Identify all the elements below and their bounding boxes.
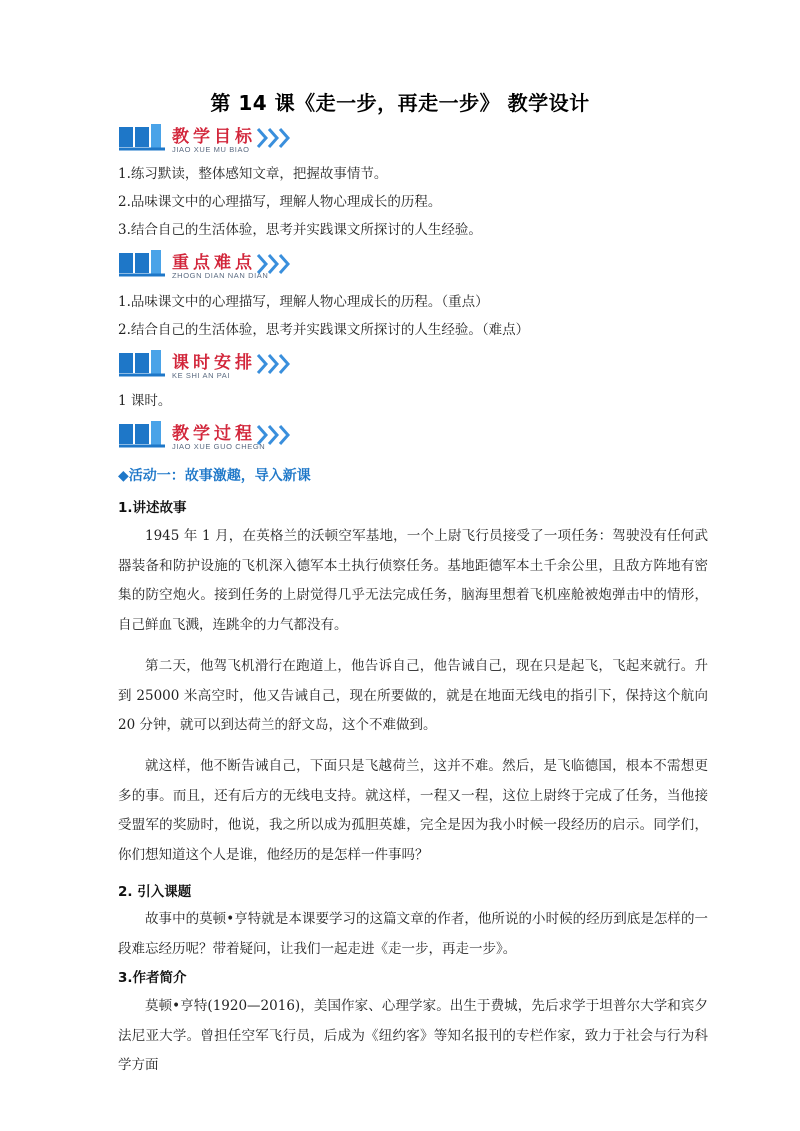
key-point-item: 2.结合自己的生活体验，思考并实践课文所探讨的人生经验。（难点） bbox=[118, 322, 530, 338]
book-icon bbox=[118, 349, 166, 379]
paragraph: 莫顿•亨特(1920—2016)，美国作家、心理学家。出生于费城，先后求学于坦普尔大学和宾夕法尼亚大学。曾担任空军飞行员，后成为《纽约客》等知名报刊的专栏作家，致力于社会与行为科学方面 bbox=[118, 998, 708, 1073]
objective-item: 2.品味课文中的心理描写，理解人物心理成长的历程。 bbox=[118, 194, 442, 210]
page-title: 第 14 课《走一步，再走一步》 教学设计 bbox=[210, 91, 590, 115]
subheading: 2. 引入课题 bbox=[118, 884, 192, 900]
section-heading-process bbox=[118, 418, 418, 458]
section-heading-objectives bbox=[118, 121, 418, 161]
section-title: 课时安排 bbox=[172, 353, 256, 373]
section-pinyin: KE SHI AN PAI bbox=[172, 371, 231, 380]
schedule-text: 1 课时。 bbox=[118, 393, 172, 409]
section-heading-key-points bbox=[118, 247, 418, 287]
chevrons-right-icon bbox=[256, 253, 292, 275]
activity-heading: ◆活动一：故事激趣，导入新课 bbox=[118, 468, 311, 484]
chevrons-right-icon bbox=[256, 127, 292, 149]
chevrons-right-icon bbox=[256, 353, 292, 375]
subheading: 1.讲述故事 bbox=[118, 500, 187, 516]
subheading: 3.作者简介 bbox=[118, 970, 187, 986]
section-pinyin: JIAO XUE GUO CHEGN bbox=[172, 442, 266, 451]
key-point-item: 1.品味课文中的心理描写，理解人物心理成长的历程。（重点） bbox=[118, 294, 489, 310]
section-title: 教学过程 bbox=[172, 424, 256, 444]
objective-item: 1.练习默读，整体感知文章，把握故事情节。 bbox=[118, 166, 388, 182]
book-icon bbox=[118, 249, 166, 279]
paragraph: 1945 年 1 月，在英格兰的沃顿空军基地，一个上尉飞行员接受了一项任务：驾驶没有任何武器装备和防护设施的飞机深入德军本土执行侦察任务。基地距德军本土千余公里，且敌方阵地有密集的防空炮火。接到任务的上尉觉得几乎无法完成任务，脑海里想着飞机座舱被炮弹击中的情形，自己鲜血飞溅，连跳伞的力气都没有。 bbox=[118, 528, 708, 633]
paragraph: 就这样，他不断告诫自己，下面只是飞越荷兰，这并不难。然后，是飞临德国，根本不需想更多的事。而且，还有后方的无线电支持。就这样，一程又一程，这位上尉终于完成了任务，当他接受盟军的奖励时，他说，我之所以成为孤胆英雄，完全是因为我小时候一段经历的启示。同学们，你们想知道这个人是谁，他经历的是怎样一件事吗？ bbox=[118, 758, 708, 863]
paragraph: 第二天，他驾飞机滑行在跑道上，他告诉自己，他告诫自己，现在只是起飞，飞起来就行。升到 25000 米高空时，他又告诫自己，现在所要做的，就是在地面无线电的指引下，保持这个航向 20 分钟，就可以到达荷兰的舒文岛，这个不难做到。 bbox=[118, 658, 708, 733]
section-title: 重点难点 bbox=[172, 253, 256, 273]
section-pinyin: JIAO XUE MU BIAO bbox=[172, 145, 250, 154]
paragraph: 故事中的莫顿•亨特就是本课要学习的这篇文章的作者，他所说的小时候的经历到底是怎样的一段难忘经历呢？带着疑问，让我们一起走进《走一步，再走一步》。 bbox=[118, 911, 708, 957]
book-icon bbox=[118, 123, 166, 153]
section-title: 教学目标 bbox=[172, 127, 256, 147]
chevrons-right-icon bbox=[256, 424, 292, 446]
section-heading-schedule bbox=[118, 347, 418, 387]
section-pinyin: ZHOGN DIAN NAN DIAN bbox=[172, 271, 269, 280]
objective-item: 3.结合自己的生活体验，思考并实践课文所探讨的人生经验。 bbox=[118, 222, 482, 238]
book-icon bbox=[118, 420, 166, 450]
